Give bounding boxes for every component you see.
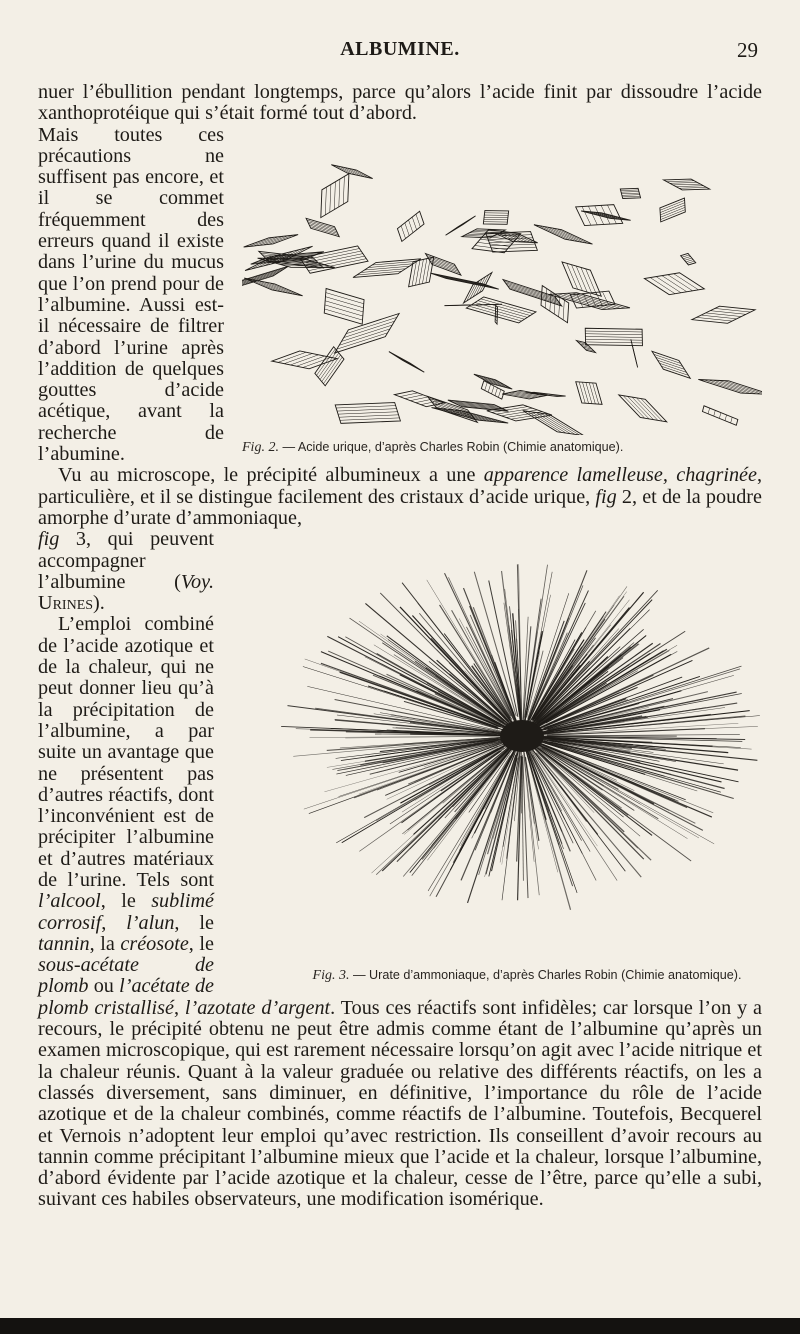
p3-text-a: Vu au microscope, le précipité albumineux a une xyxy=(58,464,484,487)
sep-2: , xyxy=(101,911,127,934)
reagent-alun: l’alun xyxy=(126,911,175,934)
p3-text-e: ). xyxy=(93,592,105,615)
reagent-sous-acetate: sous-acétate de plomb xyxy=(38,954,214,998)
running-title: ALBUMINE. xyxy=(340,38,460,60)
sep-6: ou xyxy=(88,975,120,998)
paragraph-1: nuer l’ébullition pendant longtemps, parce qu’alors l’acide finit par dissoudre l’acide xanthoprotéique qui s’était formé tout d’abord. xyxy=(38,81,762,125)
reagent-tannin: tannin xyxy=(38,932,90,955)
bottom-scan-edge xyxy=(0,1318,800,1334)
sep-3: , le xyxy=(174,911,214,934)
figure-2 xyxy=(242,153,762,455)
figure-2-caption-text: — Acide urique, d’après Charles Robin (Chimie anatomique). xyxy=(278,439,624,454)
p4-text-a: L’emploi combiné de l’acide azotique et de la chaleur, qui ne peut donner lieu qu’à la précipitation de l’albumine, a par suite un avantage que ne présentent pas d’autres réactifs, dont l’inconvénient est de précipiter l’albumine et d’autres matériaux de l’urine. Tels sont xyxy=(38,613,214,891)
p3-fig-ref-2: fig xyxy=(595,485,617,508)
figure-3-caption-text: — Urate d’ammoniaque, d’après Charles Robin (Chimie anatomique). xyxy=(349,968,742,983)
reagent-azotate: l’azotate d’argent xyxy=(184,996,331,1019)
uric-acid-crystals-illustration xyxy=(242,153,762,435)
p3-urines-ref: Urines xyxy=(38,592,94,615)
figure-3-label: Fig. 3. xyxy=(312,968,350,984)
page-header xyxy=(0,38,800,68)
figure-3-caption xyxy=(292,968,762,983)
p3-text-b: , particulière, et il se distingue facilement des cristaux d’acide urique, xyxy=(38,464,762,508)
sep-5: , le xyxy=(188,932,214,955)
sep-4: , la xyxy=(89,932,121,955)
paragraph-3 xyxy=(38,465,762,529)
paragraph-2-text: Mais toutes ces précautions ne suffisent pas encore, et il se commet fréquemment des erreurs quand il existe dans l’urine du mucus que l’on prend pour de l’albumine. Aussi est-il nécessaire de filtrer d’abord l’urine après l’addition de quelques gouttes d’acide acétique, avant la recherche de l’abumine. xyxy=(38,123,224,466)
page-number: 29 xyxy=(737,38,758,62)
body-text xyxy=(38,82,762,1211)
figure-3 xyxy=(232,541,762,983)
reagent-sublime: sublimé corrosif xyxy=(38,890,214,934)
p3-italic-phrase: apparence lamelleuse, chagrinée xyxy=(483,464,757,487)
reagent-alcool: l’alcool xyxy=(38,890,101,913)
p3-text-c: 2, et de la poudre amorphe d’urate d’ammoniaque, xyxy=(38,485,762,529)
p3-fig-ref-3: fig xyxy=(38,528,60,551)
p3-text-d: 3, qui peuvent accompagner l’albumine ( xyxy=(38,528,214,593)
figure-2-caption xyxy=(242,440,762,455)
reagent-acetate: l’acétate de plomb cristallisé xyxy=(38,975,215,1019)
ammonium-urate-illustration xyxy=(232,541,762,951)
sep-7: , xyxy=(173,996,185,1019)
reagent-creosote: créosote xyxy=(120,932,189,955)
figure-2-label: Fig. 2. xyxy=(242,439,279,455)
p3-voy: Voy. xyxy=(180,570,214,593)
p4-text-b: . Tous ces réactifs sont infidèles; car lorsque l’on y a recours, le précipité obtenu ne peut être admis comme étant de l’albumine qu’après un examen microscopique, qui est rarement nécessaire lorsqu’on agit avec l’acide nitrique et la chaleur réunis. Quant à la valeur graduée ou relative des différents réactifs, on les a classés diversement, sans diminuer, en définitive, l’importance du rôle de l’acide azotique et de la chaleur combinés, comme réactifs de l’albumine. Toutefois, Becquerel et Vernois n’adoptent leur emploi qu’avec restriction. Ils conseillent d’avoir recours au tannin comme précipitant l’albumine mieux que l’acide et la chaleur, lorsque l’albumine, d’abord évidente par l’acide azotique et la chaleur, cesse de l’être, parce qu’elle a subi, suivant ces habiles observateurs, une modification isomérique. xyxy=(38,996,762,1211)
sep-1: , le xyxy=(100,890,152,913)
